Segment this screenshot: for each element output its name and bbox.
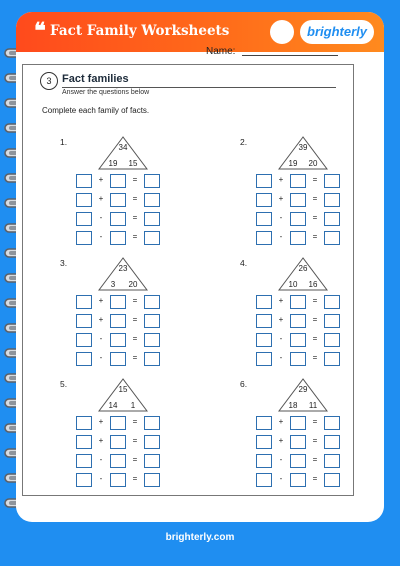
operator-sign: - (99, 455, 103, 464)
operator-sign: - (99, 334, 103, 343)
answer-box[interactable] (324, 231, 340, 245)
operator-sign: - (279, 232, 283, 241)
answer-box[interactable] (76, 416, 92, 430)
operator-sign: + (98, 436, 104, 445)
operator-sign: - (279, 213, 283, 222)
name-label: Name: (206, 46, 236, 57)
triangle-left-number: 18 (288, 401, 298, 410)
equals-sign: = (312, 417, 318, 426)
triangle-total: 15 (118, 385, 128, 394)
equation-row (76, 212, 168, 226)
operator-sign: + (278, 296, 284, 305)
answer-box[interactable] (290, 454, 306, 468)
equals-sign: = (132, 353, 138, 362)
answer-box[interactable] (324, 416, 340, 430)
equation-row (76, 352, 168, 366)
answer-box[interactable] (256, 174, 272, 188)
answer-box[interactable] (76, 333, 92, 347)
problem-number: 2. (240, 137, 248, 147)
section-number: 3 (40, 72, 58, 90)
answer-box[interactable] (110, 473, 126, 487)
equation-row (256, 333, 348, 347)
equation-row (256, 193, 348, 207)
answer-box[interactable] (144, 174, 160, 188)
triangle-right-number: 15 (128, 159, 138, 168)
equals-sign: = (312, 436, 318, 445)
operator-sign: - (279, 474, 283, 483)
operator-sign: + (98, 175, 104, 184)
problem-number: 4. (240, 258, 248, 268)
problem-number: 3. (60, 258, 68, 268)
equals-sign: = (312, 175, 318, 184)
answer-box[interactable] (76, 174, 92, 188)
answer-box[interactable] (110, 193, 126, 207)
answer-box[interactable] (324, 333, 340, 347)
equation-row (76, 416, 168, 430)
brighterly-logo[interactable]: brighterly (300, 20, 374, 44)
operator-sign: + (98, 417, 104, 426)
answer-box[interactable] (76, 314, 92, 328)
operator-sign: - (99, 353, 103, 362)
answer-box[interactable] (290, 174, 306, 188)
answer-box[interactable] (76, 212, 92, 226)
answer-box[interactable] (256, 473, 272, 487)
operator-sign: + (278, 194, 284, 203)
equation-row (256, 352, 348, 366)
page-title: Fact Family Worksheets (50, 23, 230, 39)
answer-box[interactable] (110, 435, 126, 449)
equation-row (76, 454, 168, 468)
equation-row (76, 314, 168, 328)
equation-row (76, 231, 168, 245)
answer-box[interactable] (110, 333, 126, 347)
answer-box[interactable] (144, 473, 160, 487)
footer-url[interactable]: brighterly.com (165, 532, 235, 543)
answer-box[interactable] (290, 295, 306, 309)
equals-sign: = (312, 334, 318, 343)
operator-sign: + (278, 315, 284, 324)
equation-row (256, 473, 348, 487)
triangle-total: 34 (118, 143, 128, 152)
operator-sign: + (98, 194, 104, 203)
answer-box[interactable] (324, 193, 340, 207)
answer-box[interactable] (110, 231, 126, 245)
equation-row (256, 416, 348, 430)
answer-box[interactable] (144, 193, 160, 207)
operator-sign: - (99, 232, 103, 241)
operator-sign: - (279, 334, 283, 343)
answer-box[interactable] (256, 416, 272, 430)
equation-row (76, 473, 168, 487)
operator-sign: - (279, 353, 283, 362)
equation-row (256, 435, 348, 449)
operator-sign: - (279, 455, 283, 464)
equation-row (76, 174, 168, 188)
equals-sign: = (132, 315, 138, 324)
equation-row (76, 193, 168, 207)
triangle-right-number: 16 (308, 280, 318, 289)
answer-box[interactable] (256, 435, 272, 449)
answer-box[interactable] (324, 473, 340, 487)
answer-box[interactable] (144, 454, 160, 468)
equals-sign: = (132, 334, 138, 343)
answer-box[interactable] (144, 435, 160, 449)
answer-box[interactable] (324, 435, 340, 449)
equals-sign: = (312, 474, 318, 483)
operator-sign: + (278, 175, 284, 184)
equals-sign: = (312, 455, 318, 464)
answer-box[interactable] (110, 454, 126, 468)
section-divider (62, 87, 336, 88)
equation-row (256, 295, 348, 309)
equation-row (76, 435, 168, 449)
name-field[interactable] (242, 55, 338, 56)
triangle-total: 29 (298, 385, 308, 394)
fact-family-problem (240, 136, 400, 256)
equals-sign: = (312, 296, 318, 305)
answer-box[interactable] (256, 212, 272, 226)
answer-box[interactable] (76, 352, 92, 366)
equals-sign: = (132, 296, 138, 305)
answer-box[interactable] (144, 212, 160, 226)
answer-box[interactable] (256, 333, 272, 347)
answer-box[interactable] (76, 231, 92, 245)
answer-box[interactable] (110, 212, 126, 226)
answer-box[interactable] (290, 435, 306, 449)
fact-family-problem (60, 378, 230, 498)
answer-box[interactable] (290, 416, 306, 430)
answer-box[interactable] (144, 231, 160, 245)
equation-row (256, 454, 348, 468)
operator-sign: + (98, 315, 104, 324)
equation-row (76, 333, 168, 347)
problem-number: 1. (60, 137, 68, 147)
fact-family-problem (60, 136, 230, 256)
answer-box[interactable] (144, 295, 160, 309)
answer-box[interactable] (256, 193, 272, 207)
operator-sign: + (278, 417, 284, 426)
answer-box[interactable] (324, 314, 340, 328)
answer-box[interactable] (256, 352, 272, 366)
answer-box[interactable] (144, 352, 160, 366)
fact-family-problem (240, 378, 400, 498)
answer-box[interactable] (290, 314, 306, 328)
answer-box[interactable] (290, 333, 306, 347)
equation-row (256, 314, 348, 328)
answer-box[interactable] (290, 352, 306, 366)
answer-box[interactable] (110, 314, 126, 328)
answer-box[interactable] (76, 295, 92, 309)
section-subtitle: Answer the questions below (62, 89, 150, 96)
equals-sign: = (312, 232, 318, 241)
answer-box[interactable] (324, 352, 340, 366)
triangle-total: 39 (298, 143, 308, 152)
equation-row (256, 231, 348, 245)
equals-sign: = (132, 474, 138, 483)
answer-box[interactable] (76, 473, 92, 487)
answer-box[interactable] (256, 314, 272, 328)
equals-sign: = (132, 194, 138, 203)
header-bar (16, 12, 384, 52)
answer-box[interactable] (110, 416, 126, 430)
operator-sign: + (278, 436, 284, 445)
operator-sign: - (99, 474, 103, 483)
fact-family-problem (60, 257, 230, 377)
triangle-right-number: 11 (308, 401, 318, 410)
triangle-right-number: 1 (130, 401, 136, 410)
equals-sign: = (312, 315, 318, 324)
section-title: Fact families (62, 73, 129, 85)
equals-sign: = (312, 213, 318, 222)
equals-sign: = (312, 194, 318, 203)
equals-sign: = (132, 417, 138, 426)
operator-sign: - (99, 213, 103, 222)
answer-box[interactable] (324, 212, 340, 226)
triangle-right-number: 20 (308, 159, 318, 168)
answer-box[interactable] (256, 454, 272, 468)
equation-row (76, 295, 168, 309)
equals-sign: = (132, 436, 138, 445)
triangle-left-number: 14 (108, 401, 118, 410)
answer-box[interactable] (76, 454, 92, 468)
equals-sign: = (132, 232, 138, 241)
operator-sign: + (98, 296, 104, 305)
triangle-left-number: 19 (288, 159, 298, 168)
equation-row (256, 212, 348, 226)
answer-box[interactable] (110, 174, 126, 188)
answer-box[interactable] (290, 193, 306, 207)
quote-icon: ❝ (34, 18, 46, 44)
triangle-total: 26 (298, 264, 308, 273)
answer-box[interactable] (256, 231, 272, 245)
answer-box[interactable] (324, 174, 340, 188)
answer-box[interactable] (324, 295, 340, 309)
answer-box[interactable] (144, 314, 160, 328)
answer-box[interactable] (290, 473, 306, 487)
equals-sign: = (132, 213, 138, 222)
answer-box[interactable] (76, 435, 92, 449)
answer-box[interactable] (76, 193, 92, 207)
triangle-left-number: 19 (108, 159, 118, 168)
answer-box[interactable] (144, 333, 160, 347)
triangle-total: 23 (118, 264, 128, 273)
triangle-left-number: 3 (110, 280, 116, 289)
answer-box[interactable] (144, 416, 160, 430)
answer-box[interactable] (110, 352, 126, 366)
equals-sign: = (132, 175, 138, 184)
problem-number: 6. (240, 379, 248, 389)
triangle-left-number: 10 (288, 280, 298, 289)
answer-box[interactable] (256, 295, 272, 309)
fact-family-problem (240, 257, 400, 377)
circle-button[interactable] (270, 20, 294, 44)
instruction-text: Complete each family of facts. (42, 106, 150, 115)
triangle-right-number: 20 (128, 280, 138, 289)
equals-sign: = (132, 455, 138, 464)
equation-row (256, 174, 348, 188)
answer-box[interactable] (290, 231, 306, 245)
answer-box[interactable] (110, 295, 126, 309)
answer-box[interactable] (290, 212, 306, 226)
problem-number: 5. (60, 379, 68, 389)
answer-box[interactable] (324, 454, 340, 468)
equals-sign: = (312, 353, 318, 362)
